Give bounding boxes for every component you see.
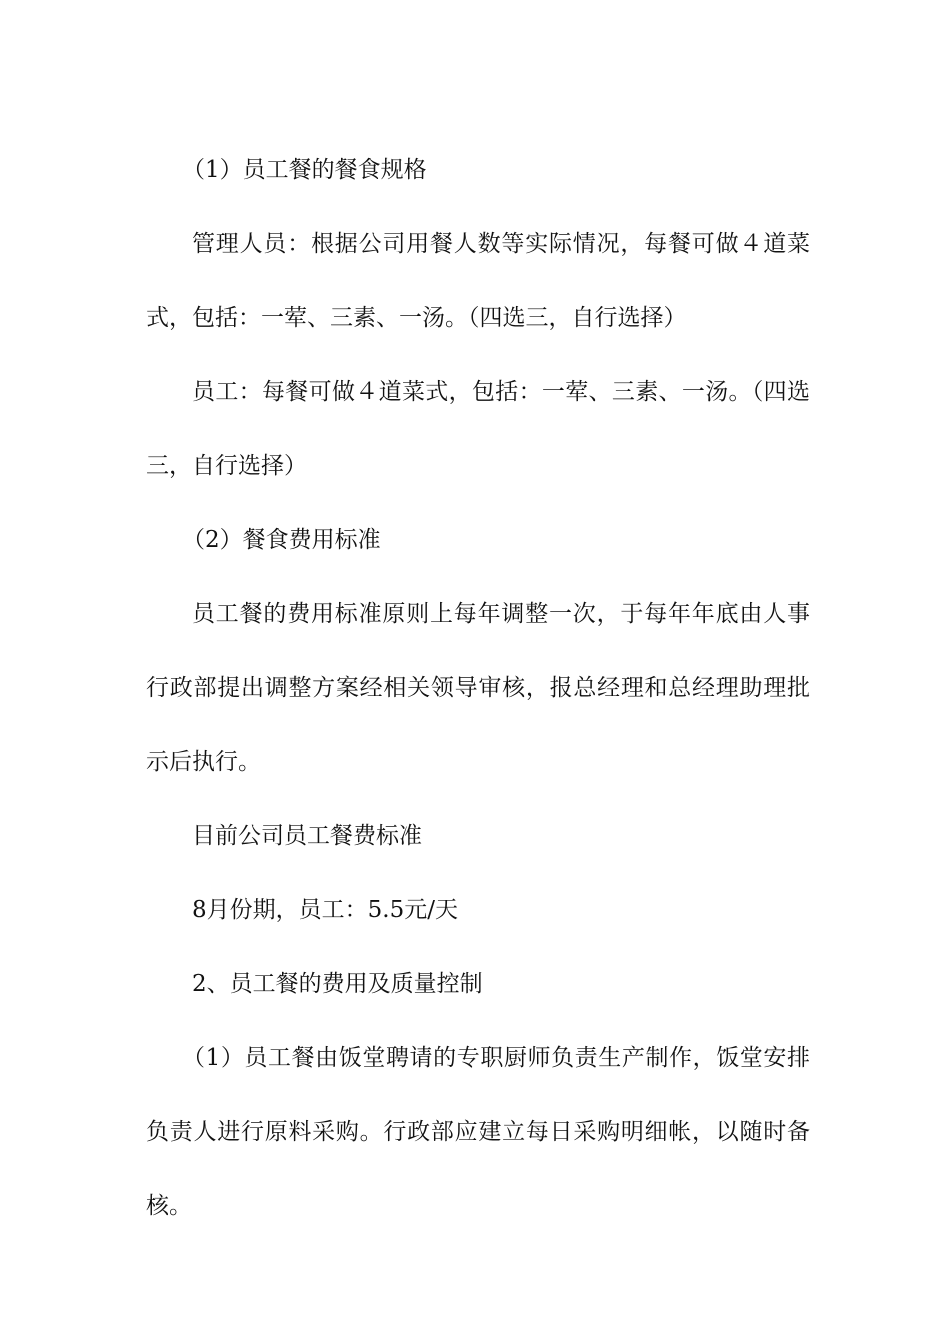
paragraph-current-standard: 目前公司员工餐费标准 — [192, 823, 422, 849]
section-heading-meal-specs: （1）员工餐的餐食规格 — [182, 157, 427, 183]
paragraph-august-rate: 8月份期，员工：5.5元/天 — [192, 897, 458, 923]
document-body — [146, 133, 810, 1243]
paragraph-kitchen-procurement: （1）员工餐由饭堂聘请的专职厨师负责生产制作，饭堂安排负责人进行原料采购。行政部应建立每日采购明细帐，以随时备核。 — [146, 1045, 810, 1219]
section-heading-cost-standard: （2）餐食费用标准 — [182, 527, 381, 553]
paragraph-management-meals: 管理人员：根据公司用餐人数等实际情况，每餐可做４道菜式，包括：一荤、三素、一汤。（四选三，自行选择） — [146, 231, 810, 331]
section-heading-cost-quality-control: 2、员工餐的费用及质量控制 — [192, 971, 483, 997]
paragraph-staff-meals: 员工：每餐可做４道菜式，包括：一荤、三素、一汤。（四选三，自行选择） — [146, 379, 810, 479]
paragraph-cost-adjustment: 员工餐的费用标准原则上每年调整一次，于每年年底由人事行政部提出调整方案经相关领导审核，报总经理和总经理助理批示后执行。 — [146, 601, 810, 775]
